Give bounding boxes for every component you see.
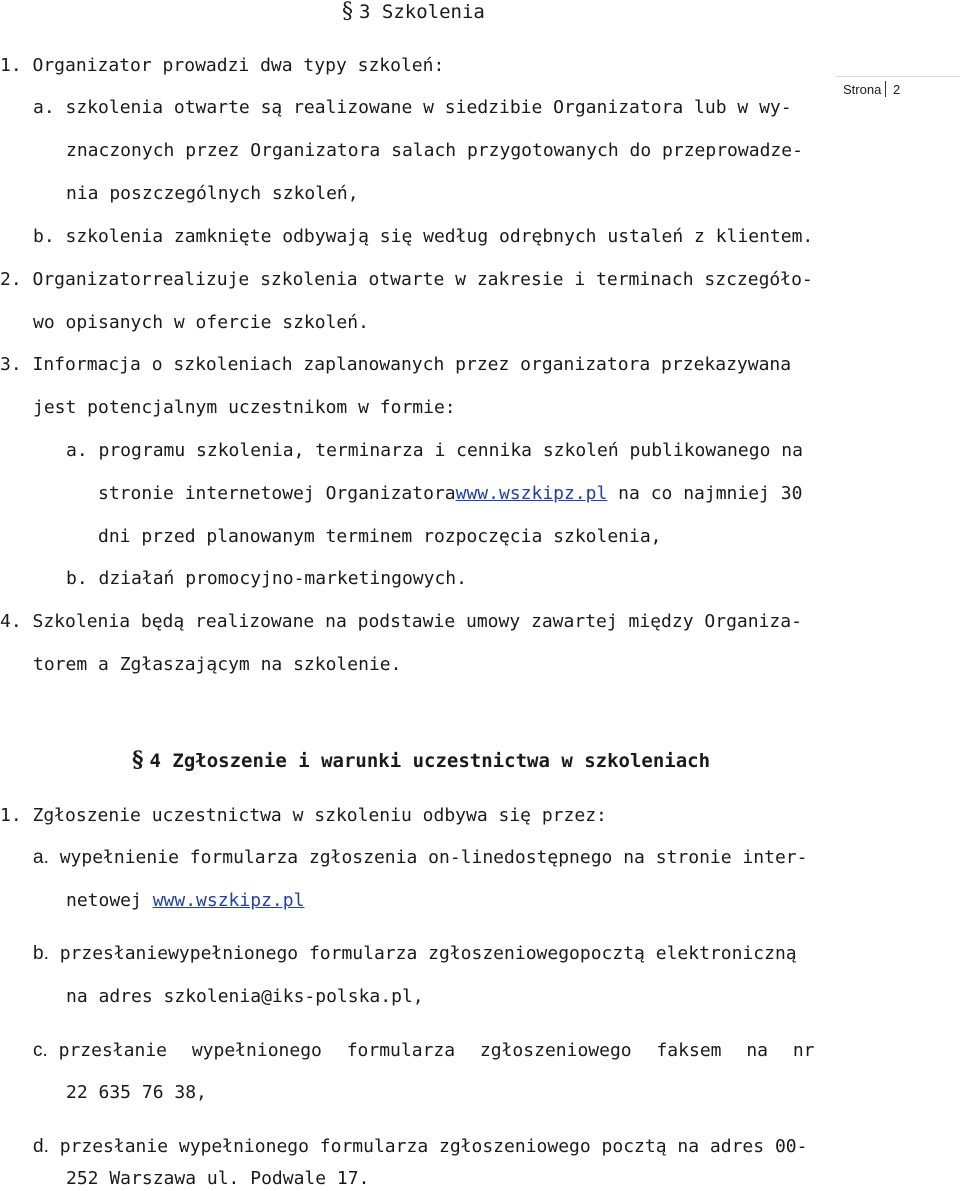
list-item-b	[33, 942, 797, 966]
paragraph-line: 4. Szkolenia będą realizowane na podstawie umowy zawartej między Organiza-	[0, 611, 802, 632]
list-item-text: przesłanie wypełnionego formularza zgłoszeniowego pocztą na adres 00-	[59, 1136, 808, 1157]
list-item-text: na adres szkolenia@iks-polska.pl,	[66, 986, 424, 1007]
paragraph-line: a. programu szkolenia, terminarza i cennika szkoleń publikowanego na	[66, 440, 803, 461]
paragraph-line: jest potencjalnym uczestnikom w formie:	[33, 397, 456, 418]
list-item-a	[33, 846, 807, 870]
paragraph-line: 3. Informacja o szkoleniach zaplanowanych przez organizatora przekazywana	[0, 354, 792, 375]
list-item-c	[33, 1039, 815, 1063]
paragraph-line: b. działań promocyjno-marketingowych.	[66, 568, 467, 589]
list-item-text: 22 635 76 38,	[66, 1082, 207, 1103]
list-item-a-continuation	[66, 889, 304, 913]
list-marker: c.	[33, 1040, 48, 1061]
section-3-title: 3 Szkolenia	[359, 1, 485, 23]
section-mark: §	[132, 747, 144, 773]
paragraph-line: 1. Zgłoszenie uczestnictwa w szkoleniu odbywa się przez:	[0, 805, 607, 826]
list-item-text: wypełnienie formularza zgłoszenia on-linedostępnego na stronie inter-	[59, 847, 808, 868]
page-header	[835, 76, 960, 103]
header-separator	[885, 81, 886, 97]
paragraph-line: 2. Organizatorrealizuje szkolenia otwarte w zakresie i terminach szczegóło-	[0, 269, 813, 290]
registration-link[interactable]: www.wszkipz.pl	[152, 890, 305, 911]
paragraph-line: 1. Organizator prowadzi dwa typy szkoleń:	[0, 55, 445, 76]
section-mark: §	[342, 0, 353, 24]
paragraph-line: wo opisanych w ofercie szkoleń.	[33, 312, 369, 333]
list-item-text: 252 Warszawa ul. Podwale 17.	[66, 1168, 370, 1189]
page-number: 2	[893, 82, 901, 97]
section-4-heading	[132, 748, 710, 773]
list-marker: b.	[33, 943, 49, 964]
paragraph-line: torem a Zgłaszającym na szkolenie.	[33, 654, 402, 675]
list-item-text: przesłanie wypełnionego formularza zgłoszeniowego faksem na nr	[58, 1040, 815, 1061]
paragraph-line: a. szkolenia otwarte są realizowane w siedzibie Organizatora lub w wy-	[33, 97, 792, 118]
website-line	[98, 482, 802, 506]
website-line-text: na co najmniej 30	[607, 483, 803, 504]
section-3-heading	[342, 0, 485, 24]
paragraph-line: b. szkolenia zamknięte odbywają się według odrębnych ustaleń z klientem.	[33, 226, 814, 247]
website-line-text: stronie internetowej Organizatora	[98, 483, 456, 504]
list-marker: d.	[33, 1136, 49, 1157]
website-link[interactable]: www.wszkipz.pl	[455, 483, 608, 504]
paragraph-line: nia poszczególnych szkoleń,	[66, 183, 359, 204]
paragraph-line: znaczonych przez Organizatora salach przygotowanych do przeprowadze-	[66, 140, 803, 161]
list-marker: a.	[33, 847, 49, 868]
page-label: Strona	[843, 82, 882, 97]
section-4-title: 4 Zgłoszenie i warunki uczestnictwa w szkoleniach	[149, 750, 711, 772]
paragraph-line: dni przed planowanym terminem rozpoczęcia szkolenia,	[98, 526, 662, 547]
list-item-d	[33, 1135, 807, 1159]
list-item-text: netowej	[66, 890, 153, 911]
list-item-text: przesłaniewypełnionego formularza zgłoszeniowegopocztą elektroniczną	[59, 943, 797, 964]
